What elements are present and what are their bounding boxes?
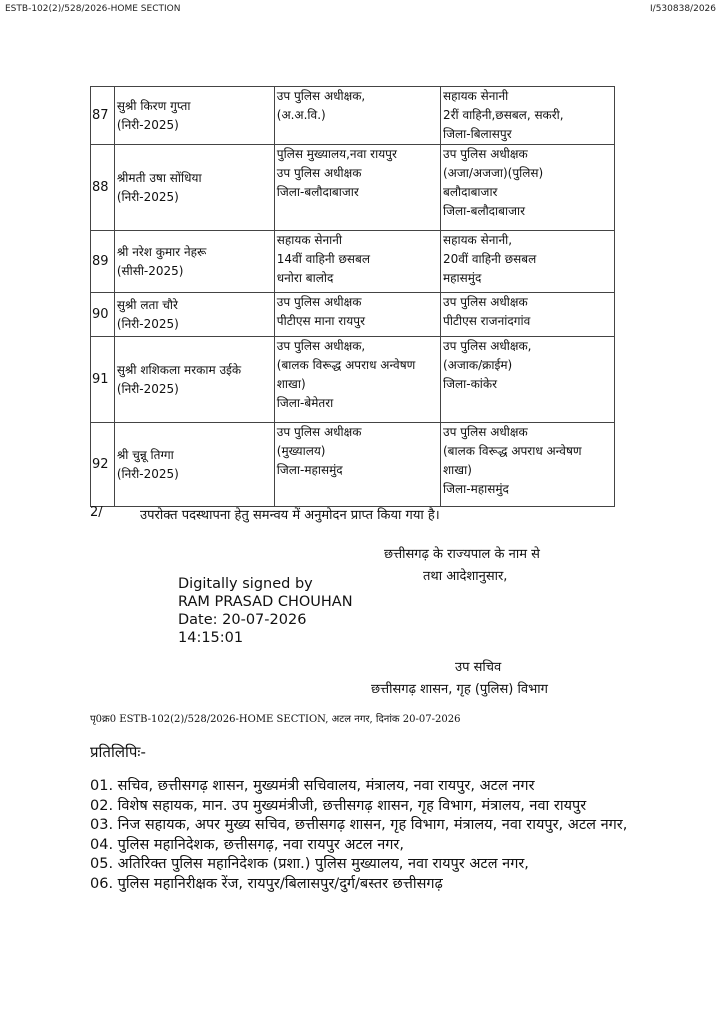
new-posting-cell	[441, 293, 615, 337]
cell-line: श्रीमती उषा सोंधिया	[116, 170, 202, 185]
copy-list	[90, 777, 650, 894]
new-posting-cell	[441, 87, 615, 145]
cell-line: जिला-कांकेर	[443, 377, 498, 391]
officer-name-cell	[114, 337, 274, 423]
signature-date: Date: 20-07-2026	[178, 612, 307, 628]
cell-line: श्री नरेश कुमार नेहरू	[116, 244, 207, 259]
cell-line: उप पुलिस अधीक्षक	[443, 147, 528, 161]
cell-line: पीटीएस राजनांदगांव	[443, 314, 531, 328]
cell-line: (निरी-2025)	[116, 316, 179, 331]
paragraph-text: उपरोक्त पदस्थापना हेतु समन्वय में अनुमोदन प्राप्त किया गया है।	[140, 508, 440, 523]
signature-caption: Digitally signed by	[178, 576, 313, 592]
current-posting-cell	[274, 293, 440, 337]
serial-number-cell: 91	[91, 337, 115, 423]
cell-line: 14वीं वाहिनी छसबल	[276, 252, 370, 266]
cell-line: (अ.अ.वि.)	[276, 108, 326, 122]
cell-line: जिला-बलौदाबाजार	[276, 185, 359, 199]
cell-line: उप पुलिस अधीक्षक	[443, 295, 528, 309]
cell-line: (अजाक/क्राईम)	[443, 358, 513, 372]
table-row	[91, 231, 615, 293]
new-posting-cell	[441, 423, 615, 507]
reference-line: पृ0क्र0 ESTB-102(2)/528/2026-HOME SECTION, अटल नगर, दिनांक 20-07-2026	[90, 714, 461, 725]
cell-line: उप पुलिस अधीक्षक	[276, 425, 362, 439]
serial-number-cell: 92	[91, 423, 115, 507]
authority-line-1: छत्तीसगढ़ के राज्यपाल के नाम से	[384, 547, 540, 562]
cell-line: शाखा)	[443, 463, 472, 477]
table-row	[91, 145, 615, 231]
cell-line: (निरी-2025)	[116, 117, 179, 132]
signature-time: 14:15:01	[178, 630, 244, 646]
serial-number-cell: 90	[91, 293, 115, 337]
cell-line: जिला-बिलासपुर	[443, 127, 512, 141]
current-posting-cell	[274, 423, 440, 507]
serial-number-cell: 87	[91, 87, 115, 145]
current-posting-cell	[274, 87, 440, 145]
copy-list-item: 04. पुलिस महानिदेशक, छत्तीसगढ़, नवा रायपुर अटल नगर,	[90, 836, 404, 853]
serial-number-cell: 89	[91, 231, 115, 293]
current-posting-cell	[274, 145, 440, 231]
authority-line-2: तथा आदेशानुसार,	[423, 569, 508, 584]
copy-list-item: 06. पुलिस महानिरीक्षक रेंज, रायपुर/बिलासपुर/दुर्ग/बस्तर छत्तीसगढ़	[90, 875, 443, 892]
cell-line: (निरी-2025)	[116, 189, 179, 204]
cell-line: सुश्री शशिकला मरकाम उईके	[116, 362, 242, 377]
header-file-number: ESTB-102(2)/528/2026-HOME SECTION	[5, 4, 181, 14]
signer-name: RAM PRASAD CHOUHAN	[178, 594, 353, 610]
cell-line: श्री चुन्नू तिग्गा	[116, 447, 174, 462]
cell-line: जिला-महासमुंद	[443, 482, 509, 496]
cell-line: सुश्री किरण गुप्ता	[116, 98, 191, 113]
cell-line: जिला-बलौदाबाजार	[443, 204, 526, 218]
designation-title: उप सचिव	[455, 660, 502, 675]
officer-name-cell	[114, 145, 274, 231]
copy-list-item: 05. अतिरिक्त पुलिस महानिदेशक (प्रशा.) पुलिस मुख्यालय, नवा रायपुर अटल नगर,	[90, 856, 529, 872]
cell-line: उप पुलिस अधीक्षक	[276, 166, 362, 180]
officer-name-cell	[114, 231, 274, 293]
officer-name-cell	[114, 293, 274, 337]
header-receipt-number: I/530838/2026	[650, 4, 716, 14]
cell-line: (बालक विरूद्ध अपराध अन्वेषण	[443, 444, 582, 458]
cell-line: सहायक सेनानी	[276, 233, 342, 247]
cell-line: (सीसी-2025)	[116, 263, 184, 278]
copy-list-item: 02. विशेष सहायक, मान. उप मुख्यमंत्रीजी, छत्तीसगढ़ शासन, गृह विभाग, मंत्रालय, नवा रायपुर	[90, 797, 587, 814]
cell-line: 20वीं वाहिनी छसबल	[443, 252, 537, 266]
cell-line: धनोरा बालोद	[276, 271, 334, 285]
designation-department: छत्तीसगढ़ शासन, गृह (पुलिस) विभाग	[371, 682, 548, 697]
table-row	[91, 423, 615, 507]
table-row	[91, 293, 615, 337]
current-posting-cell	[274, 337, 440, 423]
cell-line: महासमुंद	[443, 271, 482, 285]
new-posting-cell	[441, 337, 615, 423]
cell-line: पीटीएस माना रायपुर	[276, 314, 365, 328]
cell-line: (मुख्यालय)	[276, 444, 326, 458]
cell-line: (अजा/अजजा)(पुलिस)	[443, 166, 544, 180]
cell-line: उप पुलिस अधीक्षक	[276, 295, 362, 309]
new-posting-cell	[441, 145, 615, 231]
table-row	[91, 87, 615, 145]
digital-signature-block	[178, 575, 353, 647]
cell-line: सहायक सेनानी,	[443, 233, 513, 247]
cell-line: (निरी-2025)	[116, 381, 179, 396]
cell-line: उप पुलिस अधीक्षक,	[276, 89, 366, 103]
serial-number-cell: 88	[91, 145, 115, 231]
cell-line: उप पुलिस अधीक्षक,	[443, 339, 532, 353]
copy-list-item: 03. निज सहायक, अपर मुख्य सचिव, छत्तीसगढ़ शासन, गृह विभाग, मंत्रालय, नवा रायपुर, अटल नगर,	[90, 817, 628, 833]
cell-line: उप पुलिस अधीक्षक	[443, 425, 528, 439]
cell-line: शाखा)	[276, 377, 306, 391]
officer-name-cell	[114, 423, 274, 507]
officer-name-cell	[114, 87, 274, 145]
cell-line: (निरी-2025)	[116, 466, 179, 481]
copy-list-item: 01. सचिव, छत्तीसगढ़ शासन, मुख्यमंत्री सचिवालय, मंत्रालय, नवा रायपुर, अटल नगर	[90, 778, 535, 794]
copy-heading: प्रतिलिपिः-	[90, 743, 146, 761]
cell-line: जिला-बेमेतरा	[276, 396, 334, 410]
cell-line: बलौदाबाजार	[443, 185, 498, 199]
cell-line: सुश्री लता चौरे	[116, 297, 178, 312]
cell-line: (बालक विरूद्ध अपराध अन्वेषण	[276, 358, 416, 372]
cell-line: 2रीं वाहिनी,छसबल, सकरी,	[443, 108, 564, 122]
current-posting-cell	[274, 231, 440, 293]
new-posting-cell	[441, 231, 615, 293]
posting-table	[90, 86, 615, 507]
cell-line: जिला-महासमुंद	[276, 463, 343, 477]
paragraph-number: 2/	[90, 505, 103, 520]
cell-line: उप पुलिस अधीक्षक,	[276, 339, 366, 353]
table-row	[91, 337, 615, 423]
cell-line: सहायक सेनानी	[443, 89, 509, 103]
cell-line: पुलिस मुख्यालय,नवा रायपुर	[276, 147, 397, 161]
